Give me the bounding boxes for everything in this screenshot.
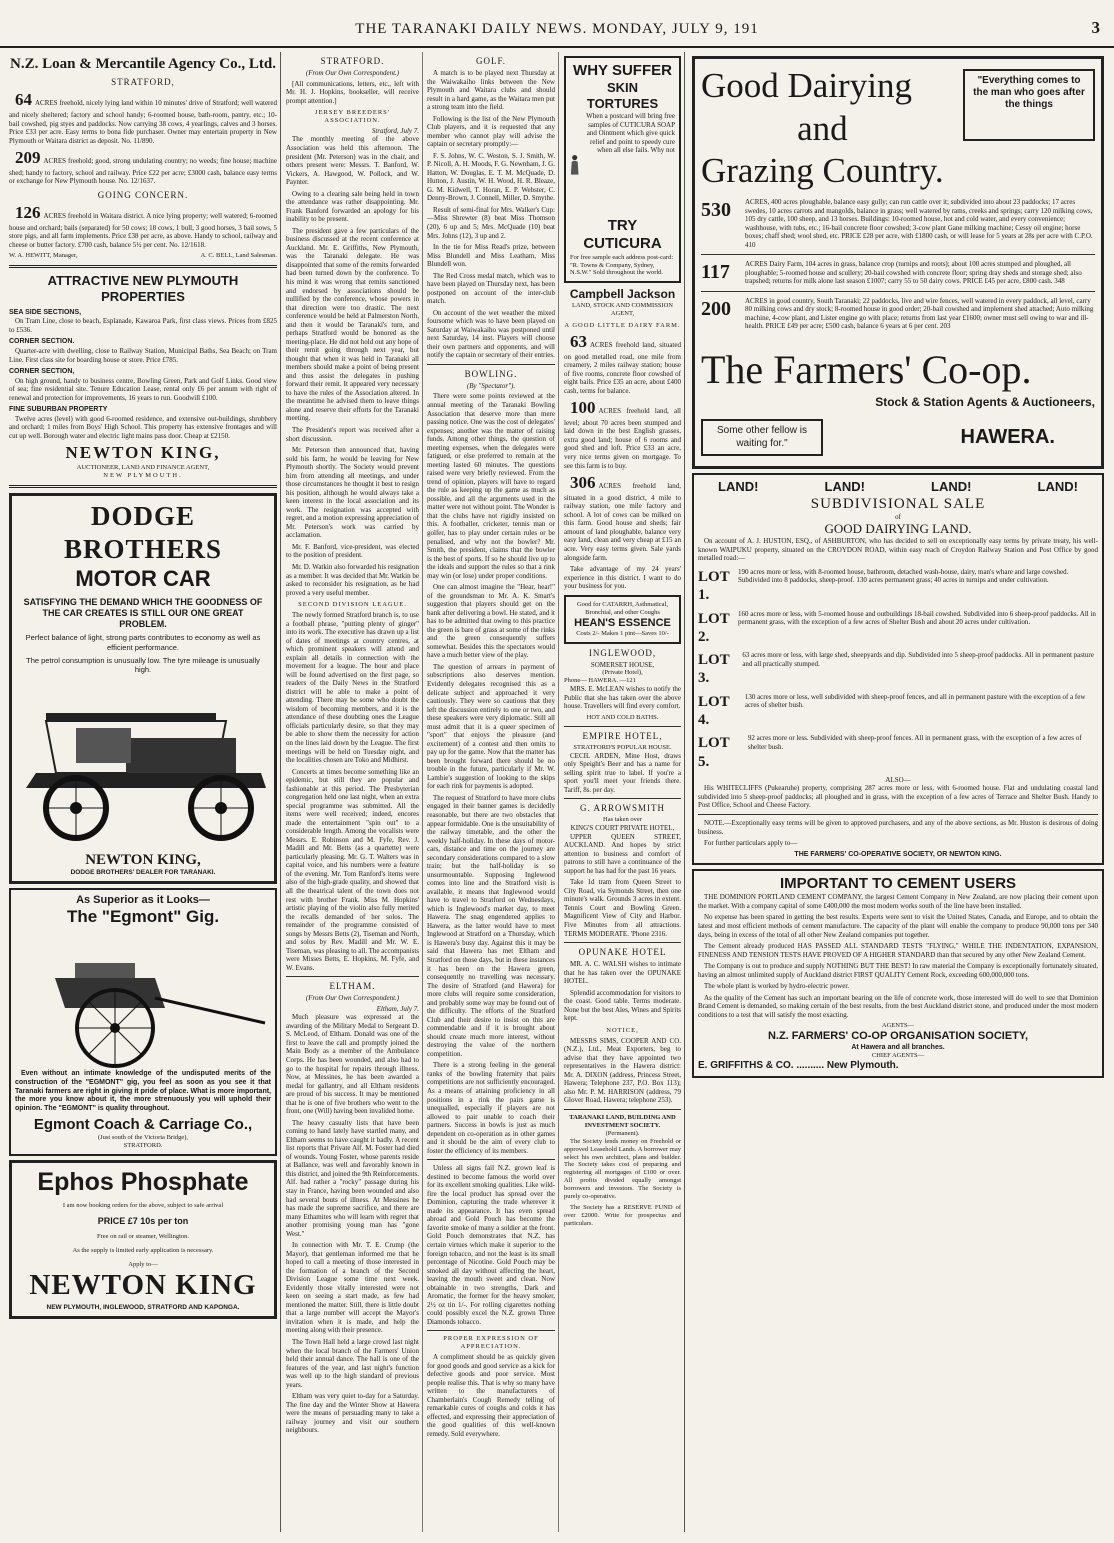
paragraph: There were some points reviewed at the annual meeting of the Taranaki Bowling Association that deserve more than mere passing notice. One was the cost of delegates' expenses; another was the matter of raising funds. Among other things, the question of meeting expenses, when the delegates were fatigued, or else preferred to remain at the meeting lasted 60 minutes. The questions raised were very briefly reviewed. From the trend of opinion, players will have to regard the rule as keeping up the game as much as possible, and all the arguments used in the matter were not without point. The Wonder is that the clubs have not rigidly insisted on this. A footballer, cricketer, tennis man or golfer, has to play under certain rules or be penalised, and why not the bowler? Mr. Smith, the president, claims that the bowler is the best of sports. If so he should live up to the ideals and support the rules so that a rink may win (or lose) under proper conditions. — [427, 392, 555, 580]
lot-row: LOT 2. 160 acres more or less, with 5-roomed house and outbuildings 18-bail cowshed. Subdivided into 6 sheep-proof paddocks. All in permanent grass, with the exception of a few acres of Shelter Bush and about 20 acres under cultivation. — [698, 609, 1096, 645]
paragraph: Following is the list of the New Plymouth Club players, and it is requested that any member who cannot play will advise the captain or secretary promptly:— — [427, 114, 555, 149]
paragraph: A compliment should be as quickly given for good goods and good service as a kick for defective goods and poor service. Most people realise this. That is why so many have written to the manufacturers of Chamberlain's Cough Remedy telling of remarkable cures of coughs and colds it has effected, and expressing their appreciation of the good qualities of this well-known remedy. Sold everywhere. — [427, 1353, 555, 1438]
paragraph: Mr. D. Watkin also forwarded his resignation as a member. It was decided that Mr. Watkin be asked to reconsider his resignation, as he had proved a very useful member. — [286, 562, 419, 597]
empire-head: EMPIRE HOTEL, — [582, 730, 663, 741]
cuticura-copy: When a postcard will bring free samples of CUTICURA SOAP and Ointment which give quick relief and point to speedy cure when all else fails. Why not — [586, 112, 675, 155]
dodge-brand: DODGE BROTHERS — [63, 500, 223, 564]
nz-loan-title: N.Z. Loan & Mercantile Agency Co., Ltd. — [10, 56, 276, 72]
farmers-title: The Farmers' Co-op. — [701, 346, 1032, 392]
column-4: WHY SUFFER SKIN TORTURES When a postcard will bring free samples of CUTICURA SOAP and Ointment which give quick relief and point to speedy cure when all else fails. Why not TRY CUTICURA For free sample each address post-card: "R. Towns & Company, Sydney, N.S.W." Sold throughout the world. Campbell Jackson LAND, STOCK AND COMMISSION AGENT, A GOOD LITTLE DAIRY FARM. 63 ACRES freehold land, situated on good metalled road, one mile from creamery, 2 miles railway station; house of five rooms, concrete floor cowshed of eight bails. Price £35 an acre, about £400 cash, terms for balance. 100 ACRES freehold land, all level; about 70 acres been stumped and laid down in the best English grasses, extra good land; house of 6 rooms and good shed and loft. Price £33 an acre, very nice terms given on mortgage. To see this farm is to buy. 306 ACRES freehold land, situated in a good district, 4 mile to railway station, one mile factory and school. A lot of cows can be milked on this farm. Good house and sheds; fair amount of land ploughable, balance very easy land, clean and very cheap at £15 an acre. Very easy terms given. Sale yards alongside farm. Take advantage of my 24 years' experience in this district. I want to do your business for you. Good for CATARRH, Asthmatical, Bronchial, and other Coughs HEAN'S ESSENCE Costs 2/- Makes 1 pint—Saves 10/- INGLEWOOD, SOMERSET HOUSE, (Private Hotel), Phone— HAWERA. —121 MRS. E. McLEAN wishes to notify the Public that she has taken over the above house. Travellers will find every comfort. HOT AND COLD BATHS. EMPIRE HOTEL, STRATFORD'S POPULAR HOUSE. CECIL ARDEN, Mine Host, draws only Speight's Beer and has a name for selling spirit true to label. If you're a sport you'll meet your friends there. Tariff, 8s. per day. G. ARROWSMITH Has taken over KING'S COURT PRIVATE HOTEL, UPPER QUEEN STREET, AUCKLAND. And hopes by strict attention to business and comfort of patrons to still have a continuance of the support he has had for the past 16 years. Take 1d tram from Queen Street to City Road, via Symonds Street, then one minute's walk. Grounds 3 acres in extent. Tennis Court and Bowling Green. Magnificent View of City and Harbor. Five Minutes from all attractions. TERMS MODERATE. 'Phone 2316. OPUNAKE HOTEL MR. A. C. WALSH wishes to intimate that he has taken over the OPUNAKE HOTEL. Splendid accommodation for visitors to the coast. Good table. Terms moderate. None but the best Ales, Wines and Spirits kept. NOTICE, MESSRS SIMS, COOPER AND CO. (N.Z.), Ltd., Meat Exporters, beg to advise that they have appointed two representatives in the Hawera district: Mr. A. DIXON (address, Princess Street, Hawera; Telephone 237, P.O. Box 113); also Mr. P. M. HARRISON (address, 79 Glover Road, Hawera; telephone 253). TARANAKI LAND, BUILDING AND INVESTMENT SOCIETY. (Permanent). The Society lends money on Freehold or approved Leasehold Lands. A borrower may select his own architect, plans and builder. The Society takes cost of preparing and registering all mortgages of £100 or over. All profits divided equally amongst borrowers and investors. The Society is purely co-operative. The Society has a RESERVE FUND of over £2000. Write for prospectus and particulars. — [561, 52, 685, 1532]
nz-loan-town: STRATFORD, — [111, 77, 175, 88]
heans-ad: Good for CATARRH, Asthmatical, Bronchial, and other Coughs HEAN'S ESSENCE Costs 2/- Makes 1 pint—Saves 10/- — [564, 595, 681, 644]
stratford-head: STRATFORD. — [320, 56, 385, 66]
cement-ad: IMPORTANT TO CEMENT USERS THE DOMINION PORTLAND CEMENT COMPANY, the largest Cement Company in New Zealand, are now placing their cement upon the market. With a company capital of some £400,000 the most modern works south of the line have been installed. No expense has been spared in getting the best results. Experts were sent to visit the United States, Canada, and Europe, and to obtain the latest and most efficient methods of cement manufacture. The capacity of the plant will enable the company to produce 90,000 tons per 340 days, being in excess of the total of all other New Zealand companies put together. The Cement already produced HAS PASSED ALL STANDARD TESTS "FLYING," WHILE THE INDENTATION, EXPANSION, FINENESS AND TENSION TESTS HAVE PROVED OF A HIGHER STANDARD than that secured by any other New Zealand Cement. The Company is out to produce and supply NOTHING BUT THE BEST! In raw material the Company is exceptionally fortunately situated, having an almost unlimited supply of Auckland district FIRST QUALITY Cement Rock, exceeding 600,000,000 tons. The whole plant is worked by hydro-electric power. As the quality of the Cement has such an important bearing on the life of concrete work, those interested will do well to see that Dominion Brand Cement is demanded, so making certain of the best results, from the best Auckland district stone, and produced under the most modern conditions to a test that will satisfy the most exacting. AGENTS— N.Z. FARMERS' CO-OP ORGANISATION SOCIETY, At Hawera and all branches. CHIEF AGENTS— E. GRIFFITHS & CO. .......... New Plymouth. — [692, 869, 1104, 1078]
paragraph: The Town Hall held a large crowd last night when the local branch of the Farmers' Union held their annual dance. The hall is one of the features of the year, and last night's function was well up to the high standard of previous years. — [286, 1338, 419, 1389]
paragraph: Result of semi-final for Mrs. Walker's Cup:—Miss Shrewter (8) beat Miss Thomson (20), 6 up and 5; Mrs. McQuade (10) beat Mrs. Johns (12), 3 up and 2. — [427, 205, 555, 240]
masthead-title: THE TARANAKI DAILY NEWS. MONDAY, JULY 9, 191 — [355, 21, 759, 37]
kings-head: G. ARROWSMITH — [579, 803, 665, 814]
paragraph: Owing to a clearing sale being held in town the attendance was rather disappointing. Mr. Frank Banford forwarded an apology for his inability to be present. — [286, 189, 419, 224]
paragraph: [All communications, letters, etc., left with Mr. H. J. Hopkins, bookseller, will receive prompt attention.] — [286, 79, 419, 105]
farmers-town: HAWERA. — [960, 426, 1055, 449]
listing: 64 ACRES freehold, nicely lying land within 10 minutes' drive of Stratford; well watered and nicely sheltered; factory and school handy; 6-roomed house, bath-room, pantry, etc.; 10-bail cowshed, pig styes and paddocks. Now carrying 38 cows, 4 yearlings, calves and 3 horses. Price £33 per acre. Easy terms to bona fide purchaser. Owner may entertain property in New Plymouth or Waitara district as deposit. No. 11/890. — [9, 90, 277, 145]
ephos-firm: NEWTON KING — [29, 1269, 257, 1302]
newton-king-town: NEW PLYMOUTH. — [103, 471, 183, 479]
farm-listing: 117 ACRES Dairy Farm, 104 acres in grass, balance crop (turnips and roots); about 100 acres stumped and ploughed, all ploughable; 5-roomed house and scullery; 20-bail cowshed with concrete floor; spring dray sheds and storage shed; also trapshed; returns for milk alone last season £1007; carry 55 to 50 dairy cows. PRICE £45 per acre, £800 cash. 348 — [701, 260, 1082, 286]
dateline: Eltham, July 7. — [376, 1004, 419, 1013]
eltham-head: ELTHAM. — [329, 981, 376, 992]
league-head: SECOND DIVISION LEAGUE. — [298, 601, 407, 609]
prop-section: FINE SUBURBAN PROPERTY Twelve acres (level) with good 6-roomed residence, and extensive out-buildings, shrubbery and orchard; 1 miles from Boys' High School. This property has extensive frontages and will cut up well. Borough water and electric light mains pass door. Cheap at £2150. — [9, 406, 277, 440]
car-illustration — [16, 678, 278, 848]
paragraph: In connection with Mr. T. E. Crump (the Mayor), that gentleman informed me that he hoped to call a meeting of those interested in the formation of a branch of the Second Division League some time next week. Evidently those vitally interested were not keen on seeing a start made, as few had mentioned the matter. Still, there is little doubt that a large number will accept the Mayor's invitation when it is made, and help the meeting along with their presence. — [286, 1241, 419, 1335]
prop-section: CORNER SECTION, On high ground, handy to business centre, Bowling Green, Park and Golf Links. Good view of sea; fine residential site. Tenure Education Lease, rental only £6 per annum with right of renewal and protection for improvements, 16 years to run. Goodwill £100. — [9, 368, 277, 402]
paragraph: Much pleasure was expressed at the awarding of the Military Medal to Sergeant D. S. McLeod, of Eltham. Donald was one of the first to leave the call and promptly joined the Main Body as a member of the Ambulance Corps. He has been wounded, and also had to go to the hospital for repairs through illness. Now, at Messines, he has been awarded a medal for gallantry, and all Eltham residents are proud of his success. It may be mentioned that he is one of five brothers who went to the front, one (Will) having been invalided home. — [286, 1013, 419, 1116]
ephos-line: As the supply is limited early application is necessary. — [72, 1246, 214, 1254]
farm-listing: 200 ACRES in good country, South Taranaki; 22 paddocks, live and wire fences, well watered in every paddock, all level, carry 80 milking cows and dry stock; 8-roomed house in good order; 20-bail cowshed and implement shed attached; Auto milking machine, 4-cow plant, and Lister engine go with place; returns from last year £1600; owner must sell owing to war and ill-health. PRICE £49 per acre; £500 cash, balance 6 years at 6 per cent. 203 — [701, 296, 1094, 331]
farm-listing: 530 ACRES, 400 acres ploughable, balance easy gully; can run cattle over it; subdivided into about 23 paddocks; 17 acres swedes, 10 acres carrots and mangolds, balance in grass; well watered by rams, creeks and springs; carry 120 milking cows, 105 dry cattle, 100 sheep, and 13 horses. Buildings: 10-roomed house, hot and cold water, and every convenience; washhouse, with tubs, etc.; 16-bail concrete floor cowshed; 3-cow plant Gane milking machine; Cessy oil engine; horse boxes; chaff shed; wool shed, etc. PRICE £28 per acre, with £1800 cash, or will lease for 5 years at 28s per acre with C.P.O. 410 — [701, 198, 1093, 249]
cuticura-foot: For free sample each address post-card: "R. Towns & Company, Sydney, N.S.W." Sold throughout the world. — [570, 253, 674, 277]
ephos-line: I am now booking orders for the above, subject to safe arrival — [62, 1201, 224, 1209]
gig-illustration — [15, 928, 277, 1068]
column-1 — [6, 52, 281, 1532]
prop-section: CORNER SECTION. Quarter-acre with dwelling, close to Railway Station, Municipal Baths, Sea Beach; on Tram Line. First class site for boarding house or store. Price £785. — [9, 338, 277, 364]
byline: (By "Spectator"). — [466, 381, 516, 390]
paragraph: The newly formed Stratford branch is, to use a football phrase, "putting plenty of ginger" into its work. The executive has drawn up a list of dates of meetings at country centres, at which prominent speakers will attend and explain all details in connection with the movement for a league. The hour and place will be found advertised on the first page, so readers of the Daily News in the Stratford district will be able to make a point of attending. There may be some who doubt the wisdom of becoming members, and it is the attendance of these doubting ones the League officials particularly desire, so that they may be able to show them the necessity for action on the lines laid down by the League. The first meetings will be held on Tuesday night, and the localities chosen are Toko and Midhirst. — [286, 611, 419, 765]
bowling-head: BOWLING. — [464, 368, 518, 379]
dairy-motto: "Everything comes to the man who goes after the things — [963, 69, 1095, 141]
ephos-price: PRICE £7 10s per ton — [97, 1215, 189, 1226]
paragraph: A match is to be played next Thursday at the Waiwakaiho links between the New Plymouth and Waitara clubs and should result in a hard game, as the Waitara men put a strong team into the field. — [427, 68, 555, 112]
proper-head: PROPER EXPRESSION OF APPRECIATION. — [443, 1335, 539, 1351]
lot-row: LOT 3. 63 acres more or less, with large shed, sheepyards and dip. Subdivided into 5 sheep-proof paddocks. All in permanent pasture and all practically stumped. — [698, 651, 1094, 687]
paragraph: Unless all signs fail N.Z. grown leaf is destined to become famous the world over for its excellent smoking qualities. Like wild-fire the local product has spread over the Dominion, capturing the trade wherever it made its appearance. It has even spread abroad and Gold Pouch has become the favorite smoke of many a soldier at the front. Gold Pouch demonstrates that N.Z. has certain virtues which make it superior to the foreign tobacco, and not the least is its small percentage of Nicotine. Gold Pouch may be smoked all day without affecting the heart, leaving the mouth sweet and clean. Now obtainable in two strengths, Dark and Aromatic, the former for the heavy smoker, 2½ oz tin 1/-. For rolling cigarettes nothing could possibly excel the N.Z. grown Three Diamonds tobacco. — [427, 1164, 555, 1326]
ephos-name: Ephos Phosphate — [37, 1168, 249, 1197]
column-3 — [424, 52, 559, 1532]
paragraph: Take advantage of my 24 years' experience in this district. I want to do your business for you. — [564, 565, 681, 591]
listing: 126 ACRES freehold in Waitara district. A nice lying property; well watered; 6-roomed house and orchard; bails (separated) for 50 cows; 18 cows, 1 bull, 3 good horses, 3 bail sows, 5 store pigs, and all farm implements. Price £38 per acre, as above. Handy to school, railway and cheese or butter factory. £700 cash, balance 5½ per cent. No. 12/1618. — [9, 202, 277, 249]
page-number: 3 — [1091, 18, 1100, 37]
egmont-top: As Superior as it Looks— — [76, 893, 210, 906]
paragraph: In the tie for Miss Read's prize, between Miss Blundell and Miss Leatham, Miss Blundell won. — [427, 243, 555, 269]
inglewood-head: INGLEWOOD, — [588, 647, 657, 658]
paragraph: One can almost imagine the "Hear, hear!" of the groundsman to Mr. A. K. Smart's suggestion that players should get on the bank after delivering a bowl. He stated, and it has to be admitted that owing to this practice the green is bare of grass at some of the rinks and the green consequently suffers somewhat. Besides this the spectators would have a much better view of the play. — [427, 583, 555, 660]
lot-row: LOT 1. 190 acres more or less, with 8-roomed house, bathroom, detached wash-house, dairy, man's whare and large cowshed. Subdivided into 8 paddocks, sheep-proof. 130 acres permanent grass; 40 acres in turnips and under cultivation. — [698, 567, 1069, 604]
egmont-address: (Just south of the Victoria Bridge), — [97, 1134, 189, 1142]
column-2 — [283, 52, 423, 1532]
egmont-ad — [9, 888, 277, 1156]
cuticura-h2: SKIN TORTURES — [586, 80, 659, 112]
correspondent-line: (From Our Own Correspondent.) — [305, 994, 400, 1003]
dodge-dealer: NEWTON KING, — [85, 851, 201, 868]
dateline: Stratford, July 7. — [371, 126, 419, 135]
farmers-sub: Stock & Station Agents & Auctioneers, — [875, 394, 1095, 409]
farmers-fellow: Some other fellow is waiting for." — [701, 419, 823, 455]
egmont-copy: Even without an intimate knowledge of the undisputed merits of the construction of the "EGMONT" gig, you feel as soon as you see it that Taranaki farmers are right in giving it pride of place. What is more important, the more you know about it, the more strenuously you will uphold their opinion. The "EGMONT" is quality throughout. — [15, 1070, 271, 1112]
dodge-product: MOTOR CAR — [75, 565, 211, 591]
cuticura-cta: TRY CUTICURA — [583, 217, 662, 253]
paragraph: There is a strong feeling in the general ranks of the bowling fraternity that pairs competitions are not sufficiently encouraged. As a means of attaining proficiency in all positions in a rink the pairs game is unequalled, especially if players are not allowed to pair unable to coach their partners. Success in bowls is just as much dependent on co-operation as in other games and it should be the aim of every club to foster the efficiency of its members. — [427, 1061, 555, 1155]
paragraph: The question of arrears in payment of subscriptions also deserves mention. Evidently delegates recognised this as a delicate subject and approached it very cautiously. They were so cautious that they left the discussion entirely to one or two, and these speakers were very diplomatic. Still all must admit that it is a queer specimen of "sport" that enjoys the pleasure (and excitement) of a contest and then omits to pay up for the game. Now that the matter has been brought forward there should be no trouble in the future, particularly if Mr. W. Lambie's suggestion of looking to the skips for each rink for payments is adopted. — [427, 662, 555, 791]
masthead — [0, 0, 1114, 48]
dodge-tagline: SATISFYING THE DEMAND WHICH THE GOODNESS OF THE CAR CREATES IS STILL OUR ONE GREAT PROBLEM. — [23, 596, 263, 629]
paragraph: F. S. Johns, W. C. Weston, S. J. Smith, W. P. Nicoll, A. H. Moods, F. G. Newnham, J. G. Hatton, W. Douglas, E. T. M. McQuade, D. Hutton, J. Austin, W. H. Wood, H. R. Bleaze, G. M. Kidwell, T. Horan, E. P. Webster, C. Denny-Brown, J. Connell, Miller, D. Smythe. — [427, 151, 555, 203]
cuticura-h1: WHY SUFFER — [573, 62, 672, 79]
egmont-town: STRATFORD. — [123, 1142, 163, 1150]
newton-props-title: ATTRACTIVE NEW PLYMOUTH PROPERTIES — [47, 273, 239, 304]
paragraph: The monthly meeting of the above Association was held this afternoon. The president (Mr. Peterson) was in the chair, and others present were: Messrs. T. Banford, W. Vickers, A. Hawgood, W. Pollock, and W. Paynter. — [286, 135, 419, 187]
campbell-sub: LAND, STOCK AND COMMISSION AGENT, — [571, 302, 673, 317]
land-sale-ad: LAND! LAND! LAND! LAND! SUBDIVISIONAL SALE of GOOD DAIRYING LAND. On account of A. J. HUSTON, ESQ., of ASHBURTON, who has decided to sell on exceptionally easy terms by private treaty, his well-known WAIPUKU property, situated on the CROYDON ROAD, within easy reach of Croydon Railway Station and Post Office by good metalled road:— LOT 1. 190 acres more or less, with 8-roomed house, bathroom, detached wash-house, dairy, man's whare and large cowshed. Subdivided into 8 paddocks, sheep-proof. 130 acres permanent grass; 40 acres in turnips and under cultivation. LOT 2. 160 acres more or less, with 5-roomed house and outbuildings 18-bail cowshed. Subdivided into 6 sheep-proof paddocks. All in permanent grass, with the exception of a few acres of Shelter Bush and about 20 acres under cultivation. LOT 3. 63 acres more or less, with large shed, sheepyards and dip. Subdivided into 5 sheep-proof paddocks. All in permanent pasture and all practically stumped. LOT 4. 130 acres more or less, well subdivided with sheep-proof fences, and all in permanent pasture with the exception of a few acres of shelter bush. LOT 5. 92 acres more or less. Subdivided with sheep-proof fences. All in permanent grass, with the exception of a few acres of shelter bush. ALSO— His WHITECLIFFS (Pukearuhe) property, comprising 287 acres more or less, with 6-roomed house. Flat and undulating coastal land subdivided into 5 sheep-proof paddocks; all ploughed and in grass, with the exception of a few acres of Terrace and Shelter Bush. Handy to Post Office, School and Cheese Factory. NOTE.—Exceptionally easy terms will be given to approved purchasers, and any of the above sections, as Mr. Huston is desirous of doing business. For further particulars apply to— THE FARMERS' CO-OPERATIVE SOCIETY, OR NEWTON KING. — [692, 473, 1104, 865]
dodge-copy: The petrol consumption is unusually low. The tyre mileage is unusually high. — [26, 655, 260, 674]
ephos-towns: NEW PLYMOUTH, INGLEWOOD, STRATFORD AND KAPONGA. — [46, 1303, 240, 1311]
listing: 209 ACRES freehold; good, strong undulating country; no weeds; fine house; machine shed; handy to factory, school and railway. Price £22 per acre; £3000 cash, balance easy terms or exchange for New Plymouth house. No. 12/1637. — [9, 148, 277, 186]
campbell-head: A GOOD LITTLE DAIRY FARM. — [564, 321, 681, 329]
paragraph: Concerts at times become something like an epidemic, but still they are popular and fashionable at this period. The Presbyterian congregation held one last night, when an extra special programme was submitted. All the items were well received; indeed, encores made the entertainment "spin out" to a considerable length. Among the vocalists were Messrs. E. Robinson and M. Fyfe, Rev. J. Madill and Mr. Betts (as a quartette) were particularly pleasing. Mr. G. T. Walters was in capital voice, and his numbers were a feature of the evening. Mr. Tom Ranford's items were also of the high-grade quality, and showed that all the theatrical talent of the town does not rest with brother Frank. Miss M. Hopkins' artistic playing of the violin also fully merited the recalls demanded of her solos. The remainder of the programme consisted of songs by Messrs Betts (2), Tiseman and North, and solos by Rev. Madill and Mr. W. E. Tiseman, was pleasing to all. The accompanists were Misses Betts, E. Hopkins, M. Fyfe, and W. Evans. — [286, 767, 419, 972]
opunake-head: OPUNAKE HOTEL — [578, 947, 667, 958]
paragraph: The heavy casualty lists that have been coming to hand lately have startled many, and Eltham seems to have caught it badly. A recent list reports that Private Alf. M. Foster had died of wounds. Young Foster, whose parents reside at Ballance, was well and favorably known in this district, and joined the 9th Reinforcements. Alf. had rather a "rocky" passage during his stay in France, having been wounded and also had several bouts of illness. At Messines he has made the supreme sacrifice, and there are many Ethamites who will learn with regret that another promising young man has "gone West." — [286, 1118, 419, 1238]
building-head: TARANAKI LAND, BUILDING AND INVESTMENT SOCIETY. — [569, 1113, 676, 1129]
paragraph: The President's report was received after a short discussion. — [286, 426, 419, 443]
correspondent-line: (From Our Own Correspondent.) — [305, 68, 400, 77]
paragraph: Mr. Peterson then announced that, having sold his farm, he would be leaving for New Plymouth shortly. The Society would prevent him from attending all meetings, and under those circumstances he thought it best to resign his position, although he would always take a keen interest in the local association and its work. The resignation was accepted with regret, and a motion expressing appreciation of Mr. Peterson's work was carried by acclamation. — [286, 446, 419, 540]
ephos-line: Free on rail or steamer, Wellington. — [96, 1232, 190, 1240]
lot-row: LOT 4. 130 acres more or less, well subdivided with sheep-proof fences, and all in permanent pasture with the exception of a few acres of shelter bush. — [698, 692, 1086, 728]
ephos-ad — [9, 1160, 277, 1318]
jersey-head: JERSEY BREEDERS' ASSOCIATION. — [315, 109, 390, 125]
dairy-ad: Good Dairying and Grazing Country. "Everything comes to the man who goes after the things 530 ACRES, 400 acres ploughable, balance easy gully; can run cattle over it; subdivided into about 23 paddocks; 17 acres swedes, 10 acres carrots and mangolds, balance in grass; well watered by rams, creeks and springs; carry 120 milking cows, 105 dry cattle, 100 sheep, and 13 horses. Buildings: 10-roomed house, hot and cold water, and every convenience; washhouse, with tubs, etc.; 16-bail concrete floor cowshed; 3-cow plant Gane milking machine; Cessy oil engine; horse boxes; chaff shed; wool shed, etc. PRICE £28 per acre, with £1800 cash, or will lease for 5 years at 28s per acre with C.P.O. 410 117 ACRES Dairy Farm, 104 acres in grass, balance crop (turnips and roots); about 100 acres stumped and ploughed, all ploughable; 5-roomed house and scullery; 20-bail cowshed with concrete floor; spring dray sheds and storage shed; also trapshed; returns for milk alone last season £1007; carry 55 to 50 dairy cows. PRICE £45 per acre, £800 cash. 348 200 ACRES in good country, South Taranaki; 22 paddocks, live and wire fences, well watered in every paddock, all level, carry 80 milking cows and dry stock; 8-roomed house in good order; 20-bail cowshed and implement shed attached; Auto milking machine, 4-cow plant, and Lister engine go with place; returns from last year £1600; owner must sell owing to war and ill-health. PRICE £49 per acre; £500 cash, balance 6 years at 6 per cent. 203 The Farmers' Co-op. Stock & Station Agents & Auctioneers, Some other fellow is waiting for." HAWERA. — [692, 56, 1104, 469]
campbell-name: Campbell Jackson — [569, 287, 676, 302]
paragraph: The president gave a few particulars of the business discussed at the recent conference at Auckland. Mr. E. Griffiths, New Plymouth, was the Taranaki delegate. He was disappointed that some of the remits forwarded had been turned down by the conference. To his mind it was wrong that remits sanctioned and endorsed by associations should be nullified by the conference, whose powers in that direction were too drastic. The next conference would be held at Palmerston North, and then it would be Taranaki's turn, and perhaps Stratford would be honored as the meeting-place. He did not hold out any hope of their remit going through next year, but thought that when it was held in Taranaki all members should make a point of being present and thus assist the delegates in pushing forward their remit. It appeared very necessary to have the rules of the Association altered. In the meantime he advised them to leave things alone and reserve their efforts for the Taranaki meeting. — [286, 226, 419, 423]
cement-head: IMPORTANT TO CEMENT USERS — [779, 875, 1017, 893]
land-head: SUBDIVISIONAL SALE — [810, 495, 986, 512]
dodge-ad — [9, 493, 277, 884]
prop-section: SEA SIDE SECTIONS, On Tram Line, close to beach, Esplanade, Kawaroa Park, first class views. Prices from £825 to £536. — [9, 308, 277, 334]
ephos-apply: Apply to— — [128, 1260, 158, 1268]
dodge-dealer-sub: DODGE BROTHERS' DEALER FOR TARANAKI. — [70, 868, 216, 876]
paragraph: The request of Stratford to have more clubs engaged in their banner games is decidedly reasonable, but there are two obstacles that appear formidable. One is the unsuitability of the railway timetable, and the other the weekly half-holiday. In these days of motor-cars, distance and time on the journey are secondary considerations compared to a slow train; but the half-holiday is so unsurmountable. Supposing Inglewood comes into line and the Stratford visit is available, it means that Inglewood would have to travel to Stratford on Wednesdays, which is Inglewood's market day, to meet Hawera. The snag engendered applies to Hawera, as the latter would have to meet Inglewood at Stratford on a Thursday, which is Hawera's busy day. Against this it may be said that Hawera has met Eltham and Stratford on those days, but in these instances it has been on the Hawera green, consequently no travelling was necessary. The desire of Stratford (and Hawera) for more clubs will require some consideration, and probably some way may be found out of the difficulty. The efforts of the Stratford Club and their desire to insist on this are commendable and if it is brought about should create much more interest, without destroying the value of the northern competition. — [427, 793, 555, 1058]
paragraph: Eltham was very quiet to-day for a Saturday. The fine day and the Winter Show at Hawera were the means of persuading many to take a railway journey and visit our southern neighbours. — [286, 1392, 419, 1435]
signatories: W. A. HEWITT, Manager, A. C. BELL, Land Salesman. — [9, 252, 277, 260]
dodge-copy: Perfect balance of light, strong parts contributes to economy as well as efficient performance. — [25, 633, 261, 652]
egmont-firm: Egmont Coach & Carriage Co., — [33, 1116, 253, 1134]
notice-head: NOTICE, — [606, 1026, 639, 1034]
newton-king-sub: AUCTIONEER, LAND AND FINANCE AGENT, — [76, 464, 210, 472]
woman-illustration — [570, 112, 580, 217]
paragraph: Mr. F. Banford, vice-president, was elected to the position of president. — [286, 542, 419, 560]
going-concern: GOING CONCERN. — [97, 189, 189, 200]
golf-head: GOLF. — [475, 56, 507, 66]
newton-king-name: NEWTON KING, — [65, 443, 221, 463]
egmont-name: The "Egmont" Gig. — [66, 907, 220, 927]
paragraph: The Red Cross medal match, which was to have been played on Thursday next, has been postponed on account of the inter-club match. — [427, 271, 555, 306]
column-5 — [689, 52, 1107, 1532]
paragraph: On account of the wet weather the mixed foursome which was to have been played on Saturday at Waiwakaiho was postponed until next Saturday, 14 inst. Players will choose their own partners and opponents, and will notify the captain or secretary of their entries. — [427, 308, 555, 360]
dairy-title: Good Dairying — [701, 66, 912, 105]
lot-row: LOT 5. 92 acres more or less. Subdivided with sheep-proof fences. All in permanent grass, with the exception of a few acres of shelter bush. — [698, 734, 1082, 770]
cuticura-ad — [564, 56, 681, 283]
